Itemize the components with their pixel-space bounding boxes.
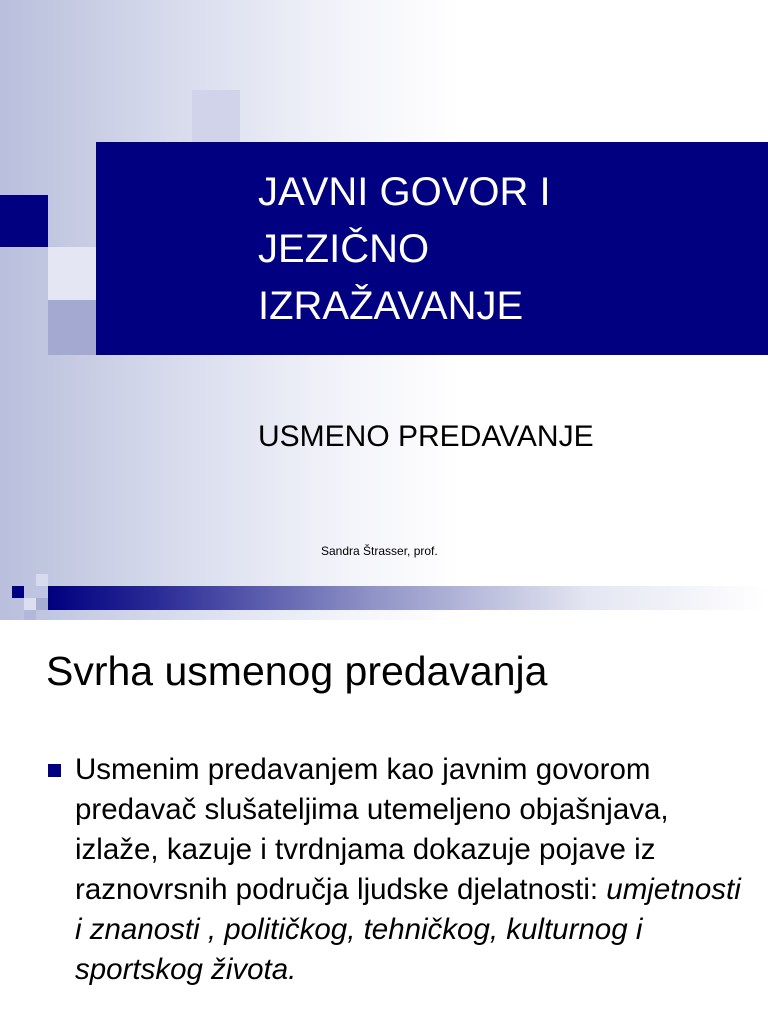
decor-small-square (24, 598, 36, 610)
bullet-square-icon (48, 764, 61, 777)
decor-small-square (36, 598, 48, 610)
bullet-text (75, 750, 746, 990)
decor-navy-block (0, 195, 48, 247)
slide-heading: Svrha usmenog predavanja (46, 648, 548, 694)
decor-small-square (36, 586, 48, 598)
bullet-text-normal: Usmenim predavanjem kao javnim govorom predavač slušateljima utemeljeno objašnjava, izlaže, kazuje i tvrdnjama dokazuje pojave iz raznovrsnih područja ljudske djelatnosti: (75, 753, 669, 906)
author-credit: Sandra Štrasser, prof. (321, 544, 438, 558)
slide-subtitle: USMENO PREDAVANJE (258, 420, 594, 453)
decor-square (48, 247, 96, 300)
decor-square (192, 90, 240, 142)
slide-title: JAVNI GOVOR I JEZIČNO IZRAŽAVANJE (258, 170, 551, 328)
decor-square (48, 300, 96, 355)
bullet-text-italic: umjetnosti i znanosti , političkog, tehničkog, kulturnog i sportskog života. (75, 873, 741, 986)
bullet-item (46, 750, 746, 990)
decor-small-square (12, 586, 24, 598)
content-slide (0, 620, 768, 1024)
decor-small-square (24, 610, 36, 620)
gradient-strip (48, 586, 768, 610)
decor-small-square (36, 574, 48, 586)
